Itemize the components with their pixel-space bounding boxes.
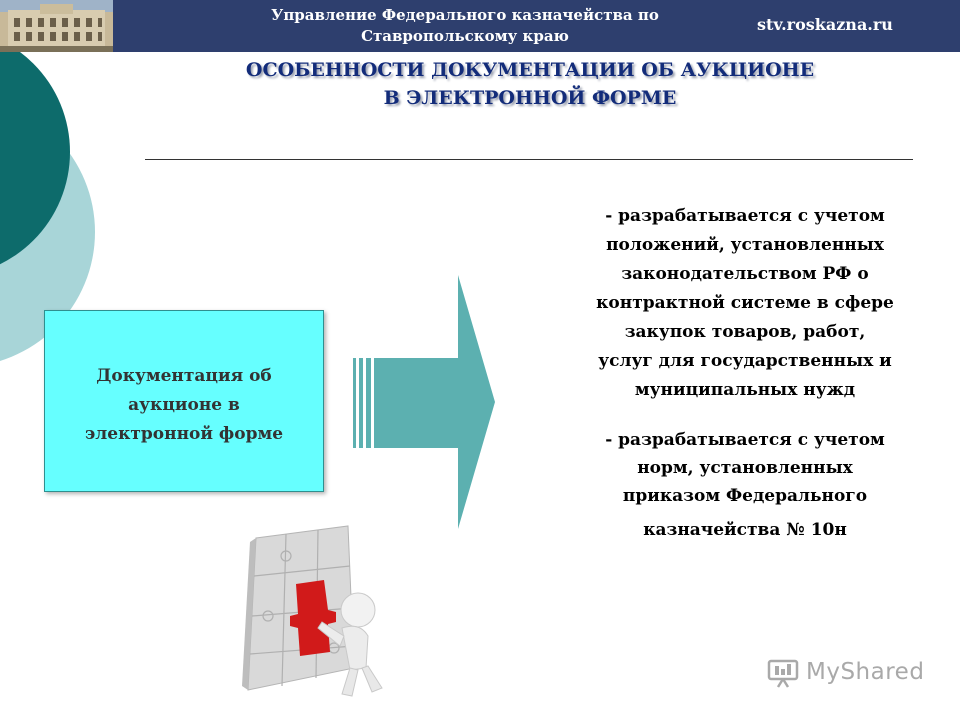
point-treasury-order [560,426,930,544]
building-photo [0,0,113,52]
organization-name-line2: Ставропольскому краю [361,27,569,45]
point-line: услуг для государственных и [598,351,892,371]
puzzle-illustration [238,518,388,703]
box-line: Документация об [96,366,272,386]
point-line: - разрабатывается с учетом [605,206,885,226]
point-line: законодательством РФ о [621,264,869,284]
point-line: норм, установленных [637,458,853,478]
point-legislation [560,202,930,405]
slide-title [140,56,920,112]
point-line: - разрабатывается с учетом [605,430,885,450]
slide-title-line1: ОСОБЕННОСТИ ДОКУМЕНТАЦИИ ОБ АУКЦИОНЕ [245,59,815,81]
point-line: муниципальных нужд [634,380,856,400]
documentation-box-text [45,362,323,449]
title-divider [145,159,913,160]
box-line: аукционе в [128,395,240,415]
point-line: приказом Федерального [622,486,868,506]
point-line: казначейства № 10н [643,520,847,540]
box-line: электронной форме [84,424,284,444]
myshared-watermark [766,658,925,688]
arrow-right-icon [350,275,500,530]
point-line: положений, установленных [606,235,884,255]
point-line: контрактной системе в сфере [596,293,894,313]
header-banner [0,0,960,52]
slide-title-line2: В ЭЛЕКТРОННОЙ ФОРМЕ [383,87,677,109]
organization-name [240,5,690,47]
website-link[interactable]: stv.roskazna.ru [757,15,893,34]
point-line: закупок товаров, работ, [624,322,866,342]
myshared-brand: MyShared [806,659,925,685]
documentation-box [44,310,324,492]
presentation-icon [766,658,800,688]
organization-name-line1: Управление Федерального казначейства по [271,6,659,24]
